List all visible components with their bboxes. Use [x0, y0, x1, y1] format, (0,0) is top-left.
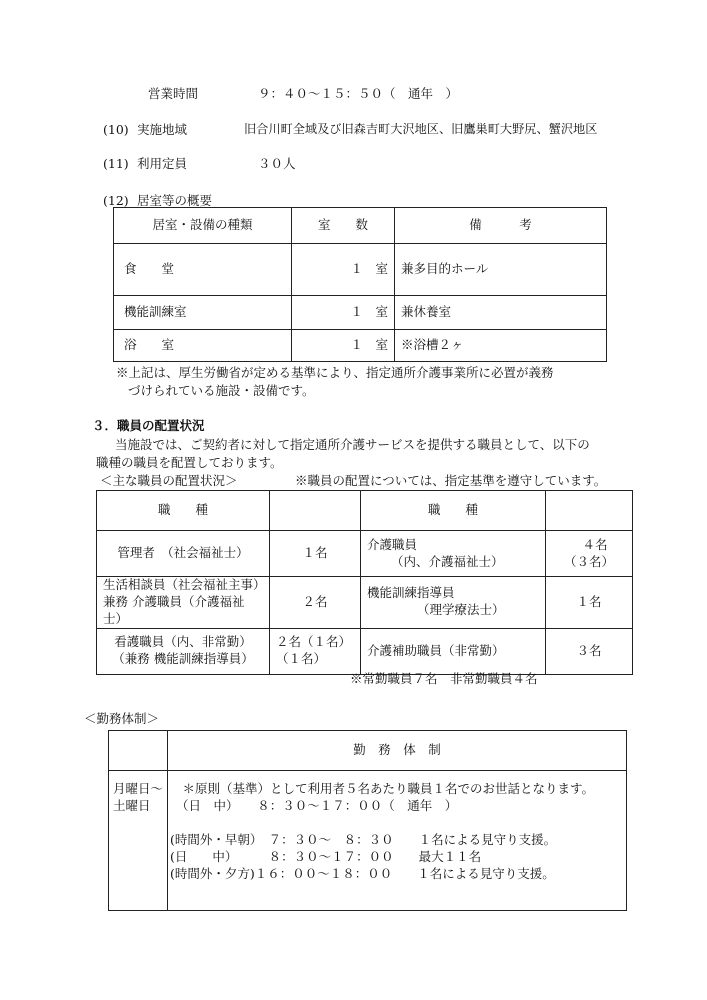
- room-count: １ 室: [292, 330, 395, 362]
- staff-header-job: 職 種: [361, 491, 546, 531]
- room-note: 兼休養室: [395, 296, 607, 330]
- item10-value: 旧合川町全域及び旧森吉町大沢地区、旧鷹巣町大野尻、蟹沢地区: [244, 122, 598, 136]
- staff-job: 管理者 （社会福祉士）: [97, 531, 270, 577]
- room-name: 食 堂: [114, 244, 292, 296]
- room-count: １ 室: [292, 244, 395, 296]
- rooms-header-note: 備 考: [395, 208, 607, 244]
- item10-number: (10): [103, 122, 129, 137]
- rooms-footnote-2: づけられている施設・設備です。: [128, 383, 315, 398]
- rooms-footnote-1: ※上記は、厚生労働省が定める基準により、指定通所介護事業所に必置が義務: [116, 365, 554, 380]
- shift-details: ＊原則（基準）として利用者５名あたり職員１名でのお世話となります。 （日 中） ８：３０～１７：００（ 通年 ） (時間外・早朝） ７：３０～ ８：３０ １名による見守り支援。 (日 中） ８：３０～１７：００ 最大１１名 (時間外・夕方)１６：００～１８：００ １名による見守り支援。: [168, 771, 627, 911]
- item11-value: ３０人: [258, 156, 296, 171]
- table-row: [97, 577, 633, 629]
- staff-header-count: [546, 491, 633, 531]
- table-row: [114, 244, 607, 296]
- shift-days: 月曜日～ 土曜日: [109, 771, 168, 911]
- table-row: [114, 330, 607, 362]
- room-name: 浴 室: [114, 330, 292, 362]
- section3-heading: ３．職員の配置状況: [92, 418, 205, 433]
- staff-subtitle: ＜主な職員の配置状況＞: [100, 473, 238, 488]
- rooms-header-type: 居室・設備の種類: [114, 208, 292, 244]
- table-row: [97, 531, 633, 577]
- room-name: 機能訓練室: [114, 296, 292, 330]
- item11-number: (11): [103, 156, 129, 171]
- staff-table: [96, 490, 633, 675]
- staff-count: １名: [546, 577, 633, 629]
- section3-intro-2: 職種の職員を配置しております。: [96, 455, 283, 470]
- hours-label: 営業時間: [148, 86, 199, 101]
- staff-job: 看護職員（内、非常勤） （兼務 機能訓練指導員）: [97, 628, 270, 674]
- staff-count: ４名 （３名）: [546, 531, 633, 577]
- shift-table: [108, 730, 627, 911]
- section3-intro-1: 当施設では、ご契約者に対して指定通所介護サービスを提供する職員として、以下の: [115, 437, 590, 452]
- staff-count: ３名: [546, 628, 633, 674]
- item12-label: 居室等の概要: [137, 193, 213, 208]
- shift-header-row: [109, 731, 627, 771]
- table-row: [109, 771, 627, 911]
- staff-header-count: [270, 491, 361, 531]
- staff-job: 機能訓練指導員 （理学療法士）: [361, 577, 546, 629]
- staff-job: 生活相談員（社会福祉主事） 兼務 介護職員（介護福祉士）: [97, 577, 270, 629]
- staff-header-job: 職 種: [97, 491, 270, 531]
- rooms-header-count: 室 数: [292, 208, 395, 244]
- staff-footnote: ※常勤職員７名 非常勤職員４名: [350, 671, 538, 686]
- staff-count: １名: [270, 531, 361, 577]
- shift-header: 勤 務 体 制: [168, 731, 627, 771]
- room-note: ※浴槽２ヶ: [395, 330, 607, 362]
- item12-number: (12): [103, 193, 129, 208]
- table-row: [114, 296, 607, 330]
- shift-header-blank: [109, 731, 168, 771]
- rooms-header-row: [114, 208, 607, 244]
- hours-value: ９：４０～１５：５０（ 通年 ）: [258, 86, 459, 101]
- room-note: 兼多目的ホール: [395, 244, 607, 296]
- table-row: [97, 628, 633, 674]
- staff-job: 介護職員 （内、介護福祉士）: [361, 531, 546, 577]
- staff-count: ２名: [270, 577, 361, 629]
- item11-label: 利用定員: [137, 156, 188, 171]
- staff-job: 介護補助職員（非常勤）: [361, 628, 546, 674]
- shift-title: ＜勤務体制＞: [84, 711, 160, 726]
- staff-compliance-note: ※職員の配置については、指定基準を遵守しています。: [295, 473, 607, 488]
- item10-label: 実施地域: [137, 122, 188, 137]
- staff-header-row: [97, 491, 633, 531]
- room-count: １ 室: [292, 296, 395, 330]
- rooms-table: [113, 207, 607, 362]
- staff-count: ２名（１名） （１名）: [270, 628, 361, 674]
